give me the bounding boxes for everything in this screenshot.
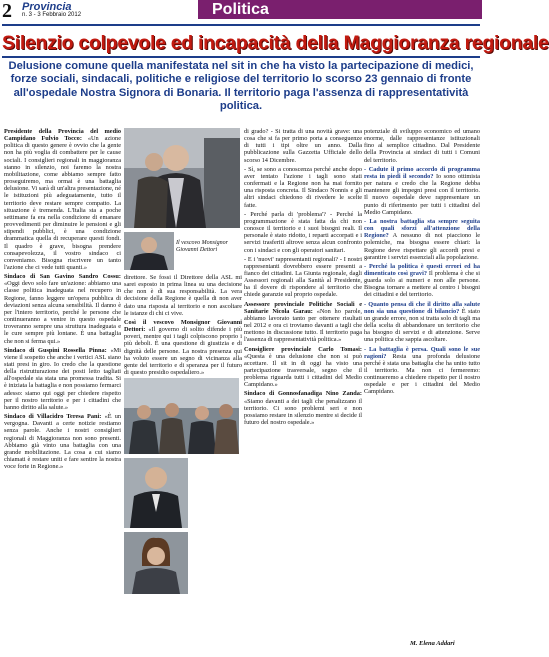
question-2: - La nostra battaglia sta sempre seguita con quali sforzi all'attenzione della Regione? <box>364 217 480 240</box>
question-1: - Cadute il primo accordo di programma resta in piedi il secondo? <box>364 165 480 180</box>
newspaper-logo: Provincia <box>22 1 72 13</box>
col2-text-1: direttore. Se fossi il Direttore della ASL mi sarei esposto in prima linea su una decisione che non è di sua responsabilità. La vera decisione della Regione è quella di non aver dato una risposta al territorio e non ascoltare le istanze di chi ci vive. <box>124 274 242 317</box>
photo-sit-in <box>124 378 239 454</box>
quote-zanda: «Siamo davanti a dei tagli che penalizzano il territorio. Ci sono problemi seri e non possiamo restare in silenzio mentre si decide il futuro del nostro ospedale.» <box>244 397 362 427</box>
photo-bishop <box>124 128 240 228</box>
speaker-pinna: Sindaco di Guspini Rossella Pinna: <box>4 346 107 354</box>
col3-text-1: di grado? - Si tratta di una novità grave: una cosa che si fa per primo porta a conseguenze di tutti i tipi oltre un anno. Dalla pubblicazione sulla Gazzetta Ufficiale dello scorso 14 Dicembre. <box>244 128 362 164</box>
quote-dettori: «Il governo di solito difende i più poveri, mentre qui i tagli colpiscono proprio i più deboli. È una questione di giustizia e di dignità delle persone. La nostra presenza qui ha voluto essere un segno di vicinanza alla gente del territorio e di speranza per il futuro di questo presidio ospedaliero.» <box>124 326 242 377</box>
speaker-tomasi: Consigliere provinciale Carlo Tomasi: <box>244 345 362 353</box>
quote-tomasi: «Questa è una delusione che non si può accettare. Il sit in di oggi ha visto una partecipazione trasversale, segno che il problema riguarda tutti i cittadini del Medio Campidano.» <box>244 352 362 389</box>
answer-1: Io sono ottimista per natura e credo che la Regione debba mantenere gli impegni presi con il territorio. Il nuovo ospedale deve rappresentare un punto di riferimento per tutti i cittadini del Medio Campidano. <box>364 172 480 216</box>
photo-man-suit <box>124 232 174 270</box>
question-3: - Perché la politica è questi errori ed ha dimenticato così gravi? <box>364 262 480 277</box>
issue-info: n. 3 - 3 Febbraio 2012 <box>22 12 82 18</box>
answer-5: Resta una profonda delusione perché è stata una battaglia che ha unito tutto il territorio. Ma non ci fermeremo: continueremo a chiedere rispetto per il nostro ospedale e per i cittadini del Medio Campidano. <box>364 352 480 396</box>
speaker-tocco: Presidente della Provincia del medio Campidano Fulvio Tocco: <box>4 128 121 143</box>
photo-man-coat <box>124 458 188 528</box>
question-5: - La battaglia è persa. Quali sono le sue ragioni? <box>364 345 480 360</box>
quote-cossu: «Oggi devo solo fare un'azione: abbiamo una classe politica inadeguata nel recupero in Regione, fanno leggere un'opera pubblica di deviazioni senza alcuna sensibilità. Il danno è per l'intero territorio, perché le persone che continueranno a venire in questo ospedale troveranno sempre una struttura inadeguata e le cure sempre più lontane. È una battaglia che non si ferma qui.» <box>4 280 121 345</box>
speaker-cossu: Sindaco di San Gavino Sandro Cossu: <box>4 273 121 281</box>
article-column-2 <box>124 274 242 377</box>
col3-text-2: - Sì, se sono a conoscenza perché anche dopo aver tentato l'azione i tagli sono stati confermati e la Regione non ha mai fornito una risposta concreta. Il Sindaco Nonnis e gli altri sindaci chiedono di rivedere le scelte fatte. <box>244 165 362 209</box>
quote-pani: «È un vergogna. Davanti a certe notizie restiamo senza parole. Anche i nostri consiglieri regionali di Maggioranza non sono presenti. Abbiamo già vinto una battaglia con una grande mobilitazione. La cosa a cui siamo chiamati è restare uniti e fare sentire la nostra voce forte in Regione.» <box>4 413 122 471</box>
quote-garau: «Non ho parole, abbiamo lavorato tanto per ottenere risultati nel 2012 e ora ci troviamo davanti a tagli che mettono in discussione tutto. Il territorio paga l'assenza di rappresentatività politica.» <box>244 307 362 344</box>
page-number: 2 <box>2 0 12 22</box>
masthead <box>0 0 482 22</box>
speaker-garau: Assessore provinciale Politiche Sociali e Sanitarie Nicola Garau: <box>244 300 362 315</box>
photo-woman <box>124 532 188 594</box>
col4-text-1: potenziale di sviluppo economico ed umano enorme, dalle rappresentanze istituzionali fino al semplice cittadino. Dal Presidente della Provincia ai sindaci di tutti i Comuni del territorio. <box>364 128 480 164</box>
bishop-photo-image <box>124 128 240 228</box>
answer-2: A nessuno di noi piacciono le polemiche, ma bisogna essere chiari: la Regione deve rispettare gli accordi presi e garantire i servizi essenziali alla popolazione. <box>364 232 480 261</box>
answer-3: Il problema è che si guarda solo ai numeri e non alle persone. Bisogna tornare a mettere al centro i bisogni dei cittadini e del territorio. <box>364 269 481 299</box>
speaker-pani: Sindaco di Villacidro Teresa Pani: <box>4 413 102 421</box>
speaker-zanda: Sindaco di Gonnosfanadiga Nino Zanda: <box>244 390 362 398</box>
col3-text-3: - Perché parla di 'problema'? - Perché la programmazione è stata fatta da chi non conosce il territorio e i suoi bisogni reali. Il personale è stato ridotto, i reparti accorpati e i servizi trasferiti altrove senza alcun confronto con i sindaci e con gli operatori sanitari. <box>244 210 362 254</box>
article-column-1 <box>4 128 121 654</box>
section-rubric: Politica <box>198 0 482 19</box>
author-signature: M. Elena Addari <box>410 640 455 647</box>
question-4: - Quanto pensa di che il diritto alla salute non sia una questione di bilancio? <box>364 300 480 315</box>
article-column-3 <box>244 128 362 654</box>
headline: Silenzio colpevole ed incapacità della Maggioranza regionale <box>2 24 480 58</box>
article-column-4 <box>364 128 480 638</box>
subheadline: Delusione comune quella manifestata nel sit in che ha visto la partecipazione di medici, forze sociali, sindacali, politiche e religiose del territorio lo scorso 23 gennaio di fronte all'ospedale Nostra Signora di Bonaria. Il territorio paga l'assenza di rappresentatività politica. <box>8 60 474 113</box>
speaker-dettori: Così il vescovo Monsignor Giovanni Dettori: <box>124 318 242 334</box>
photo-caption-bishop: Il vescovo Monsignor Giovanni Dettori <box>176 240 228 253</box>
col3-text-4: - E i 'nuovi' rappresentanti regionali? - I nostri rappresentanti dovrebbero essere presenti a fianco dei cittadini. La Giunta regionale, dagli Assessori regionali alla Sanità al Presidente, ha il dovere di rispondere al territorio che chiede garanzie sul proprio ospedale. <box>244 255 362 299</box>
answer-4: È stato un grande errore, non si tratta solo di tagli ma della scelta di abbandonare un territorio che ha bisogno di servizi e di attenzione. Serve una politica che sappia ascoltare. <box>364 307 480 344</box>
quote-tocco: «Un azione politica di questo genere è ovvio che la gente non ha più voglia di combattere per le cause sociali. I consiglieri regionali in maggioranza stanno in silenzio, noi faremo la nostra mobilitazione, come abbiamo sempre fatto proseguiremo, ma ormai è una battaglia delusione. Vi sarà di un'altra presentazione, né le istituzioni più adeguatamente, tutto il territorio deve restare sempre compatto. La situazione è tremenda. L'Italia sta a poche settimane fa era nella condizione di emanare provvedimenti per diminuire le pensioni e gli stipendi pubblici, è una condizione drammatica quella di recuperare questi fondi. Il quadro è grave, bisogna prendere consapevolezza, il vostro sindaco ci conveniamo. Bisogna riscrivere un tanto l'azione che ci vede tutti quanti.» <box>4 135 121 271</box>
quote-pinna: «Mi viene il sospetto che anche i vertici ASL siano stati presi in giro. Io credo che la questione della ristrutturazione dei posti letto tagliati all'ospedale sia stata una promessa tradita. Si è iniziata la battaglia e non possiamo fermarci adesso: siamo qui oggi per chiedere rispetto per il nostro territorio e per i cittadini che hanno diritto alla salute.» <box>4 346 121 411</box>
